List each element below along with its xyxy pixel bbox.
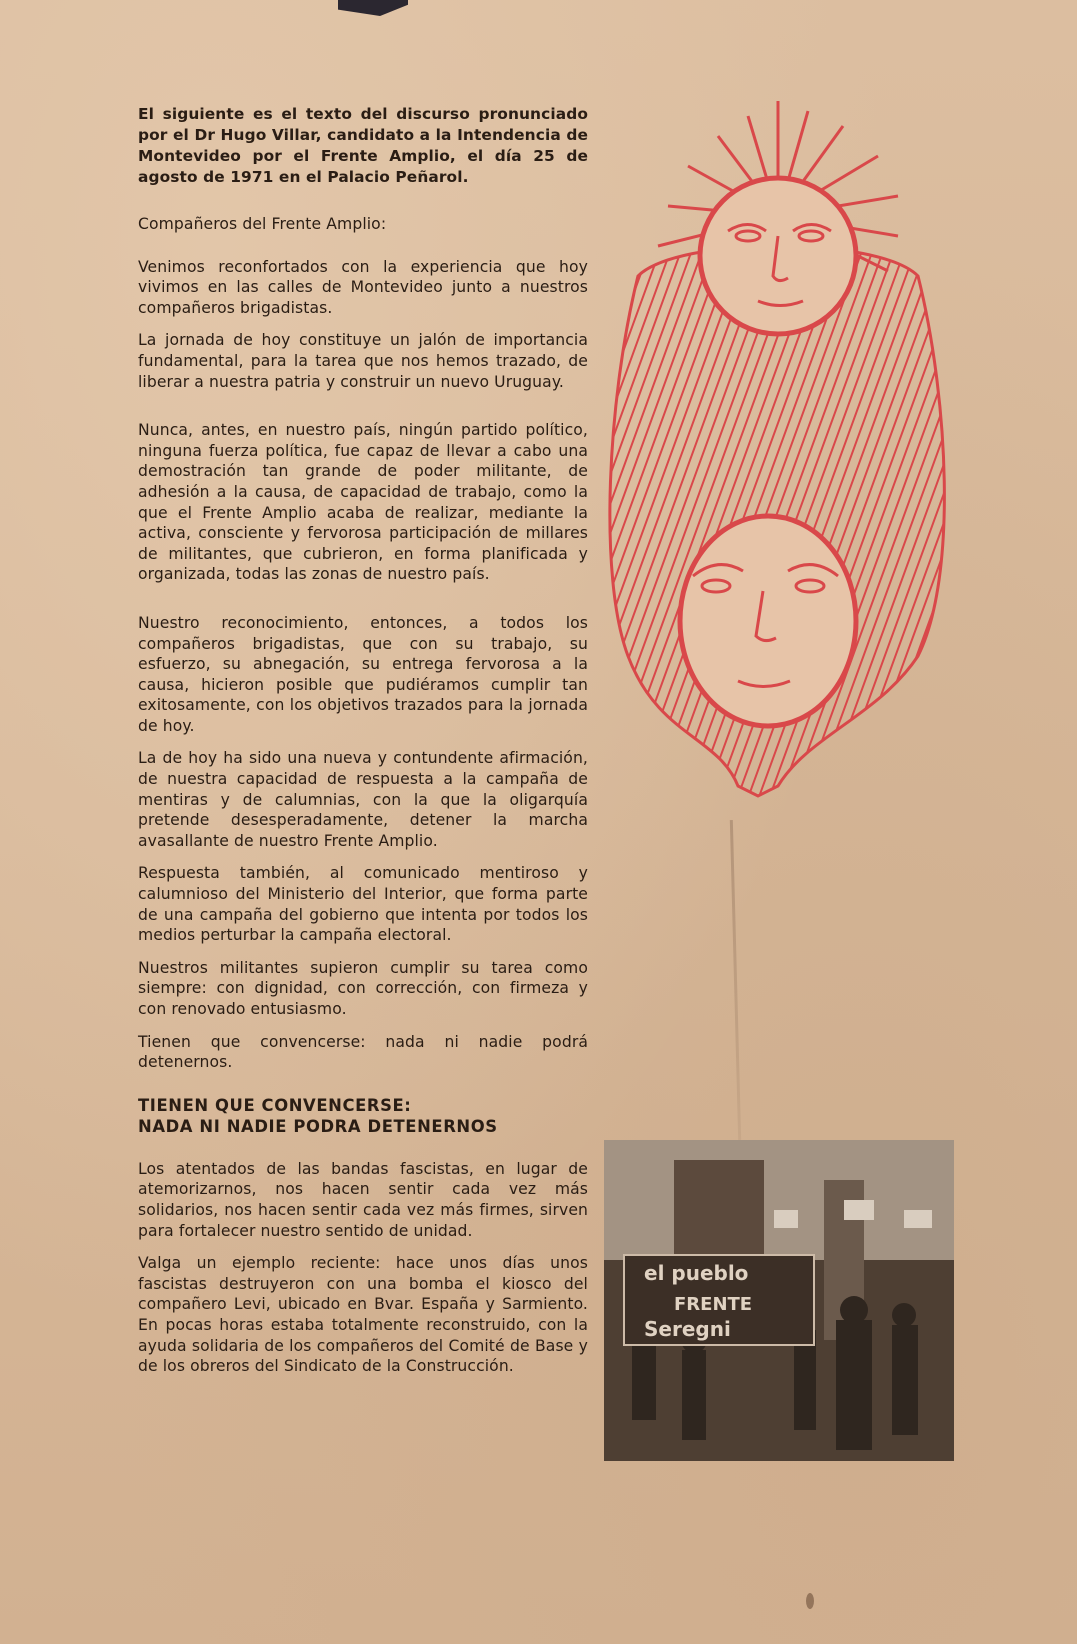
woman-face	[680, 516, 856, 726]
sun-face	[700, 178, 856, 334]
salutation: Compañeros del Frente Amplio:	[138, 215, 387, 233]
paragraph-8: Tienen que convencerse: nada ni nadie podrá detenernos.	[138, 1032, 588, 1072]
paragraph-5: La de hoy ha sido una nueva y contundente afirmación, de nuestra capacidad de respuesta a la campaña de mentiras y de calumnias, con la que la oligarquía pretende desesperadamente, detener la marcha avasallante de nuestro Frente Amplio.	[138, 749, 588, 850]
torn-corner-mark	[338, 0, 408, 16]
paragraph-7: Nuestros militantes supieron cumplir su tarea como siempre: con dignidad, con corrección, con firmeza y con renovado entusiasmo.	[138, 958, 588, 1018]
ink-smudge	[806, 1593, 814, 1609]
paragraph-2: La jornada de hoy constituye un jalón de importancia fundamental, para la tarea que nos hemos trazado, de liberar a nuestra patria y construir un nuevo Uruguay.	[138, 331, 588, 391]
sun-and-woman-illustration	[598, 96, 1018, 876]
section-heading-line-1: TIENEN QUE CONVENCERSE:	[138, 1095, 412, 1115]
paragraph-6: Respuesta también, al comunicado mentiroso y calumnioso del Ministerio del Interior, que forma parte de una campaña del gobierno que intenta por todos los medios perturbar la campaña electoral.	[138, 864, 588, 945]
speech-text-column	[138, 104, 588, 1389]
banner-text-2: FRENTE	[674, 1294, 753, 1315]
banner-text-3: Seregni	[644, 1317, 731, 1341]
section-paragraph-1: Los atentados de las bandas fascistas, en lugar de atemorizarnos, nos hacen sentir cada vez más solidarios, nos hacen sentir cada vez más firmes, sirven para fortalecer nuestro sentido de unidad.	[138, 1159, 588, 1240]
intro-paragraph: El siguiente es el texto del discurso pronunciado por el Dr Hugo Villar, candidato a la Intendencia de Montevideo por el Frente Amplio, el día 25 de agosto de 1971 en el Palacio Peñarol.	[138, 105, 588, 186]
banner-text-1: el pueblo	[644, 1261, 749, 1285]
section-paragraph-2: Valga un ejemplo reciente: hace unos días unos fascistas destruyeron con una bomba el kiosco del compañero Levi, ubicado en Bvar. España y Sarmiento. En pocas horas estaba totalmente reconstruido, con la ayuda solidaria de los compañeros del Comité de Base y de los obreros del Sindicato de la Construcción.	[138, 1254, 588, 1376]
paragraph-1: Venimos reconfortados con la experiencia que hoy vivimos en las calles de Montevideo junto a nuestros compañeros brigadistas.	[138, 257, 588, 317]
paragraph-3: Nunca, antes, en nuestro país, ningún partido político, ninguna fuerza política, fue capaz de llevar a cabo una demostración tan grande de poder militante, de adhesión a la causa, de capacidad de trabajo, como la que el Frente Amplio acaba de realizar, mediante la activa, consciente y fervorosa participación de millares de militantes, que cubrieron, en forma planificada y organizada, todas las zonas de nuestro país.	[138, 421, 588, 584]
section-heading-line-2: NADA NI NADIE PODRA DETENERNOS	[138, 1116, 498, 1136]
march-photo	[604, 1140, 954, 1461]
section-heading	[138, 1095, 588, 1137]
paragraph-4: Nuestro reconocimiento, entonces, a todos los compañeros brigadistas, que con su trabajo, su esfuerzo, su abnegación, su entrega fervorosa a la causa, hicieron posible que pudiéramos cumplir tan exitosamente, con los objetivos trazados para la jornada de hoy.	[138, 613, 588, 735]
